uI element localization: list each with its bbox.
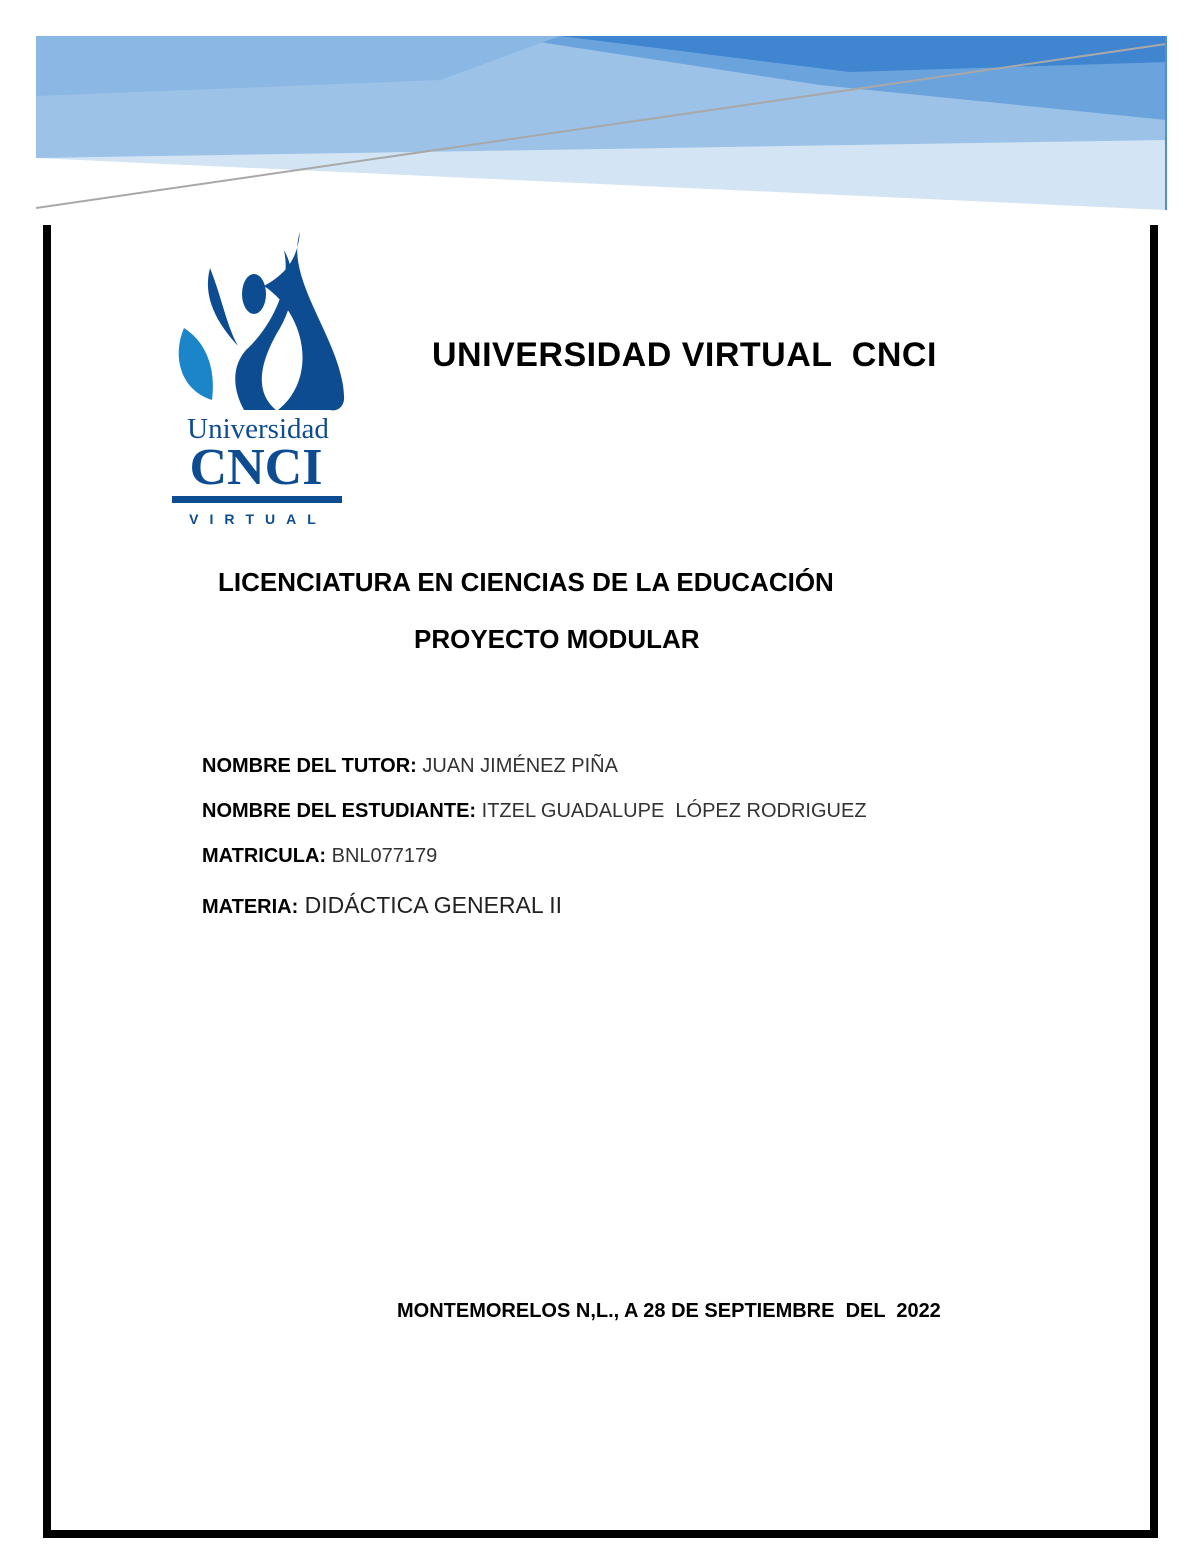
cnci-logo bbox=[166, 228, 350, 528]
logo-text-cnci: CNCI bbox=[189, 439, 323, 496]
matricula-line bbox=[202, 845, 437, 868]
university-title: UNIVERSIDAD VIRTUAL CNCI bbox=[432, 336, 937, 374]
tutor-label: NOMBRE DEL TUTOR: bbox=[202, 755, 417, 777]
place-date: MONTEMORELOS N,L., A 28 DE SEPTIEMBRE DEL 2022 bbox=[397, 1300, 941, 1322]
student-line bbox=[202, 800, 867, 823]
materia-label: MATERIA: bbox=[202, 896, 299, 918]
matricula-value: BNL077179 bbox=[326, 845, 438, 867]
student-value: ITZEL GUADALUPE LÓPEZ RODRIGUEZ bbox=[476, 800, 867, 822]
logo-text-universidad: Universidad bbox=[187, 413, 329, 445]
tutor-value: JUAN JIMÉNEZ PIÑA bbox=[416, 755, 618, 777]
project-title: PROYECTO MODULAR bbox=[414, 624, 700, 654]
matricula-label: MATRICULA: bbox=[202, 845, 327, 867]
logo-text-virtual: VIRTUAL bbox=[189, 511, 327, 527]
student-label: NOMBRE DEL ESTUDIANTE: bbox=[202, 800, 477, 822]
logo-underline bbox=[172, 496, 342, 503]
materia-value: DIDÁCTICA GENERAL II bbox=[298, 892, 562, 918]
materia-line bbox=[202, 892, 562, 919]
tutor-line bbox=[202, 755, 618, 778]
header-banner bbox=[0, 0, 1200, 230]
degree-title: LICENCIATURA EN CIENCIAS DE LA EDUCACIÓN bbox=[218, 567, 834, 597]
